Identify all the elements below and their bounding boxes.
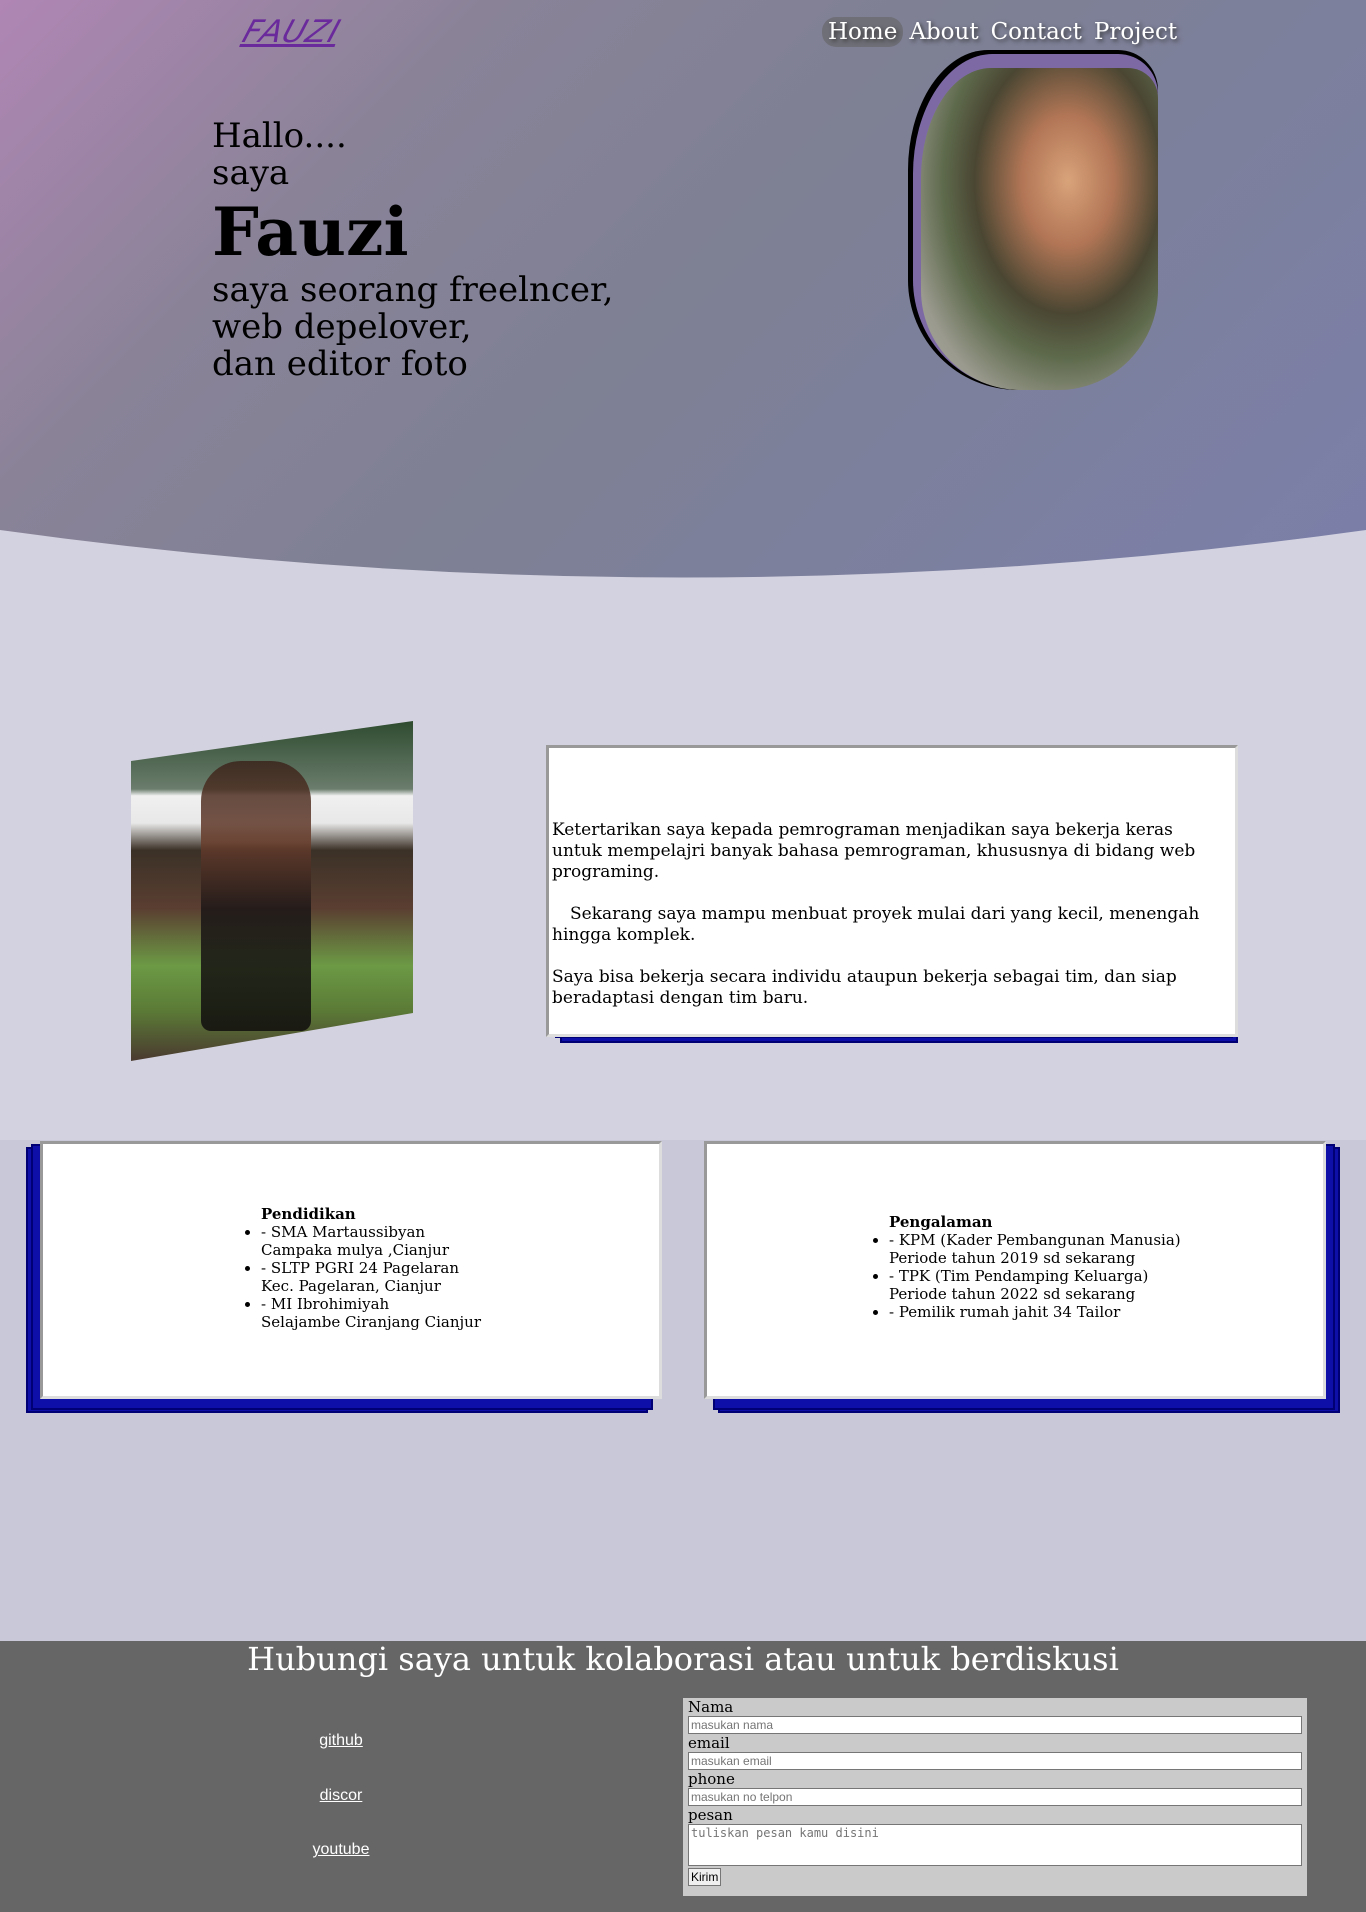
email-label: email: [688, 1734, 730, 1752]
youtube-link[interactable]: youtube: [312, 1841, 370, 1858]
list-item: [889, 1231, 1291, 1267]
role-line-2: web depelover,: [212, 307, 472, 347]
education-list: [243, 1205, 543, 1331]
education-card: [26, 1141, 662, 1413]
about-paragraph-3: Saya bisa bekerja secara individu ataupun bekerja sebagai tim, dan siap beradaptasi dengan tim baru.: [552, 967, 1177, 1008]
experience-list: [871, 1213, 1291, 1321]
about-card-body: [546, 745, 1238, 1037]
nav-project[interactable]: Project: [1093, 19, 1178, 45]
phone-label: phone: [688, 1770, 735, 1788]
greeting-saya: saya: [212, 153, 290, 193]
submit-button[interactable]: Kirim: [688, 1868, 721, 1886]
experience-detail: Periode tahun 2022 sd sekarang: [889, 1285, 1136, 1303]
name-input[interactable]: [688, 1716, 1302, 1734]
about-text: [552, 820, 1222, 1030]
about-photo: [131, 721, 413, 1061]
nav-contact[interactable]: Contact: [990, 19, 1082, 45]
name-label: Nama: [688, 1698, 734, 1716]
experience-name: - TPK (Tim Pendamping Keluarga): [889, 1267, 1149, 1285]
profile-portrait: [908, 50, 1158, 390]
experience-card-body: [704, 1141, 1326, 1399]
education-title: Pendidikan: [261, 1205, 356, 1223]
hero-background: [0, 0, 1366, 585]
portrait-photo: [921, 68, 1158, 390]
experience-card: [704, 1141, 1340, 1413]
greeting: Hallo....: [212, 116, 347, 156]
hero-name: Fauzi: [212, 193, 409, 271]
phone-input[interactable]: [688, 1788, 1302, 1806]
list-item: [889, 1303, 1291, 1321]
message-label: pesan: [688, 1806, 733, 1824]
about-paragraph-1: Ketertarikan saya kepada pemrograman menjadikan saya bekerja keras untuk mempelajri banyak bahasa pemrograman, khususnya di bidang web programing.: [552, 820, 1196, 882]
contact-form: [683, 1698, 1307, 1896]
github-link[interactable]: github: [319, 1732, 363, 1749]
experience-title: Pengalaman: [889, 1213, 993, 1231]
education-name: - SLTP PGRI 24 Pagelaran: [261, 1259, 459, 1277]
experience-detail: Periode tahun 2019 sd sekarang: [889, 1249, 1136, 1267]
education-detail: Kec. Pagelaran, Cianjur: [261, 1277, 441, 1295]
message-textarea[interactable]: [688, 1824, 1302, 1866]
education-detail: Campaka mulya ,Cianjur: [261, 1241, 449, 1259]
hero-intro: [212, 118, 613, 383]
education-name: - SMA Martaussibyan: [261, 1223, 426, 1241]
list-item: [889, 1267, 1291, 1303]
list-item: [261, 1223, 543, 1259]
nav-home[interactable]: Home: [822, 17, 903, 47]
about-paragraph-2: Sekarang saya mampu menbuat proyek mulai dari yang kecil, menengah hingga komplek.: [552, 904, 1200, 945]
education-card-body: [40, 1141, 662, 1399]
role-line-1: saya seorang freelncer,: [212, 270, 614, 310]
main-nav: [822, 17, 1183, 47]
education-detail: Selajambe Ciranjang Cianjur: [261, 1313, 481, 1331]
nav-about[interactable]: About: [909, 19, 979, 45]
role-line-3: dan editor foto: [212, 344, 468, 384]
contact-heading: Hubungi saya untuk kolaborasi atau untuk berdiskusi: [247, 1640, 1119, 1678]
education-name: - MI Ibrohimiyah: [261, 1295, 390, 1313]
list-item: [261, 1295, 543, 1331]
about-card: [546, 745, 1234, 1037]
logo-link[interactable]: FAUZI: [238, 14, 346, 50]
discord-link[interactable]: discor: [319, 1787, 363, 1804]
email-input[interactable]: [688, 1752, 1302, 1770]
experience-name: - KPM (Kader Pembangunan Manusia): [889, 1231, 1181, 1249]
list-item: [261, 1259, 543, 1295]
experience-name: - Pemilik rumah jahit 34 Tailor: [889, 1303, 1121, 1321]
about-photo-figure: [201, 761, 311, 1031]
